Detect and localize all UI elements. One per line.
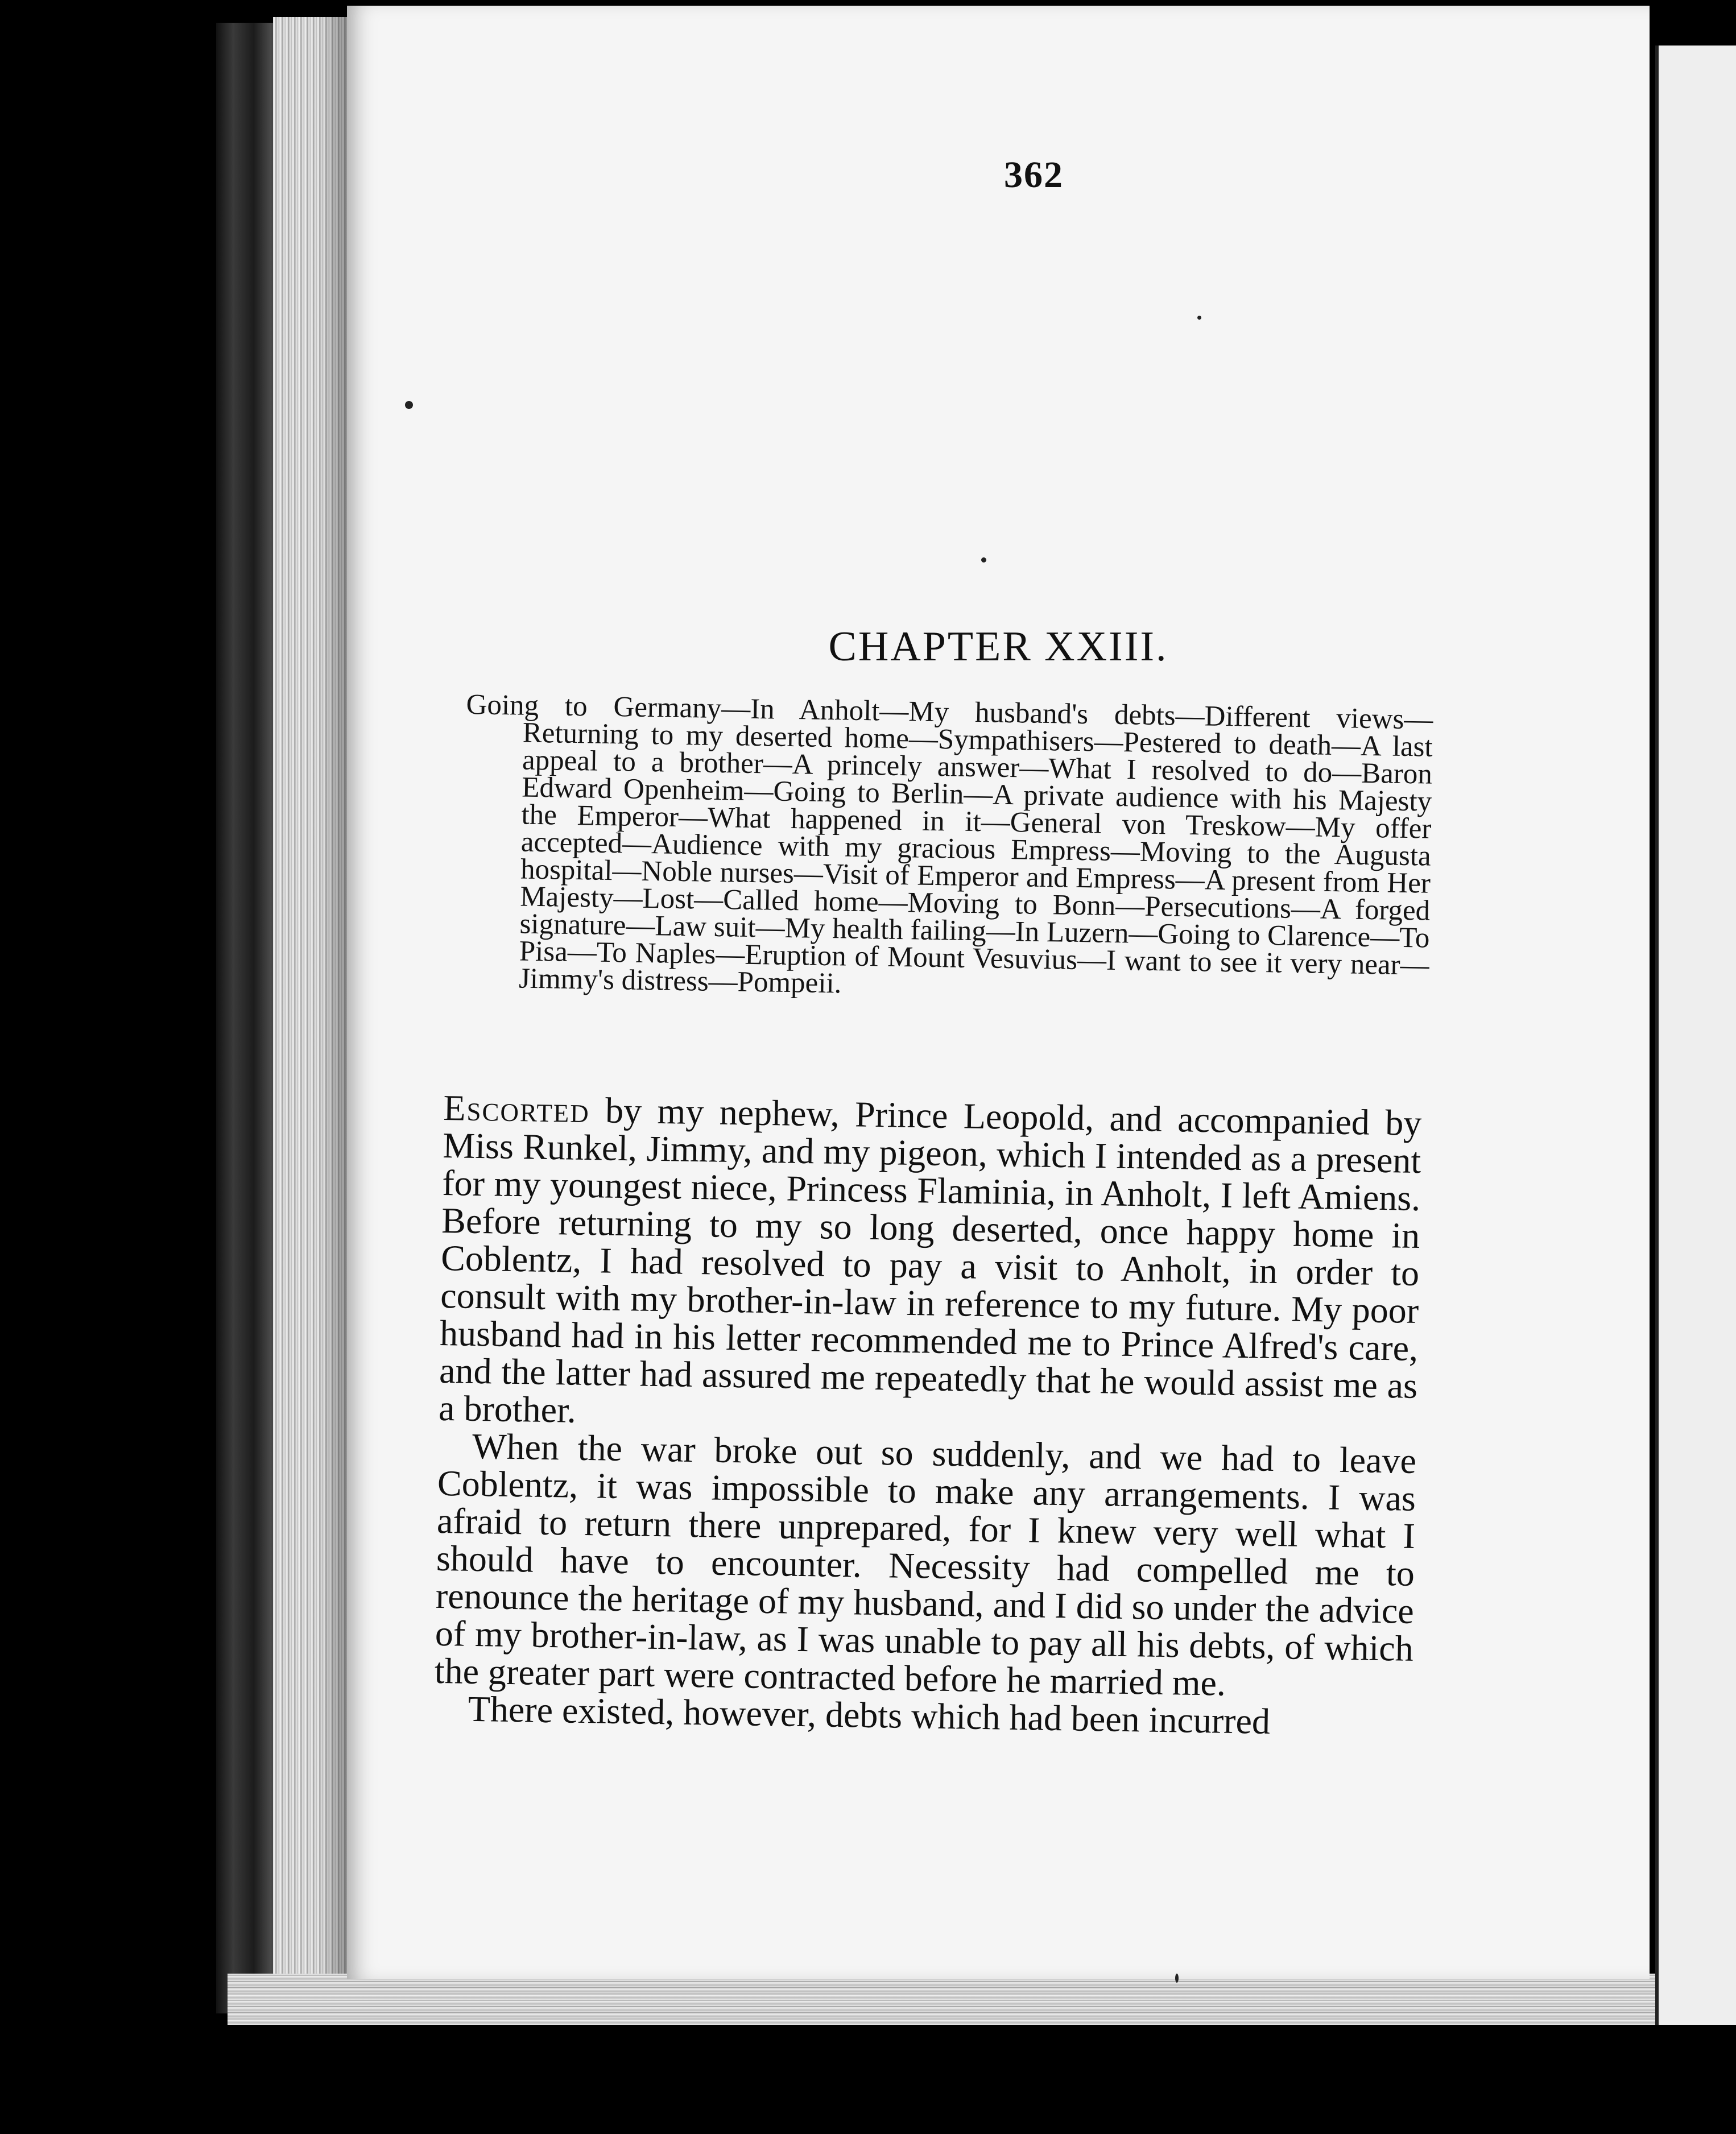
chapter-title: CHAPTER XXIII. — [828, 623, 1168, 670]
scan-speck — [1175, 1974, 1179, 1983]
chapter-body — [433, 1089, 1421, 1743]
paragraph-2: When the war broke out so suddenly, and we had to leave Coblentz, it was impossible to make any arrangements. I was afraid to return there unprepared, for I knew very well what I should have to encounter. Necessity had compelled me to renounce the heritage of my husband, and I did so under the advice of my brother-in-law, as I was unable to pay all his debts, of which the greater part were contracted before he married me. — [434, 1425, 1417, 1703]
page-number: 362 — [1004, 154, 1064, 196]
adjacent-page — [1655, 46, 1736, 2025]
scan-speck — [405, 401, 413, 409]
drop-word: Escorted — [443, 1087, 590, 1131]
paragraph-1 — [439, 1089, 1422, 1442]
bottom-page-edges — [228, 1974, 1661, 2025]
chapter-synopsis: Going to Germany—In Anholt—My husband's debts—Different views—Returning to my deserted home—Sympathisers—Pestered to death—A last appeal to a brother—A princely answer—What I resolved to do—Baron Edward Openheim—Going to Berlin—A private audience with his Majesty the Emperor—What happened in it—General von Treskow—My offer accepted—Audience with my gracious Empress—Moving to the Augusta hospital—Noble nurses—Visit of Emperor and Empress—A present from Her Majesty—Lost—Called home—Moving to Bonn—Persecutions—A forged signature—Law suit—My health failing—In Luzern—Going to Clarence—To Pisa—To Naples—Eruption of Mount Vesuvius—I want to see it very near—Jimmy's distress—Pompeii. — [466, 689, 1433, 1000]
paragraph-3: There existed, however, debts which had been incurred — [468, 1688, 1271, 1742]
paragraph-1-text: by my nephew, Prince Leopold, and accompanied by Miss Runkel, Jimmy, and my pigeon, which I intended as a present for my youngest niece, Princess Flaminia, in Anholt, I left Amiens. Before returning to my so long deserted, once happy home in Coblentz, I had resolved to pay a visit to Anholt, in order to consult with my brother-in-law in reference to my future. My poor husband had in his letter recommended me to Prince Alfred's care, and the latter had assured me repeatedly that he would assist me as a brother. — [438, 1090, 1422, 1430]
scan-speck — [981, 557, 986, 563]
scan-speck — [1197, 316, 1201, 320]
